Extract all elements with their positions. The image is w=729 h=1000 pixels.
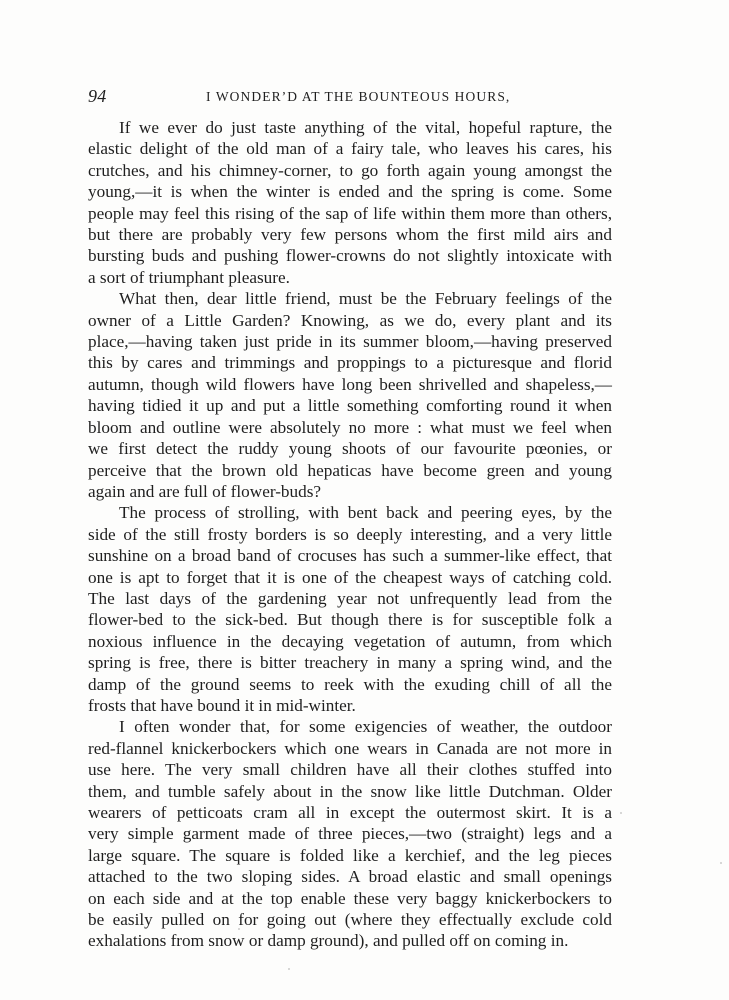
paragraph-line: red-flannel knickerbockers which one wears in Canada are not more in [88,738,612,758]
paragraph-line: be easily pulled on for going out (where they effectually exclude cold [88,910,612,930]
paragraph-line: frosts that have bound it in mid-winter. [88,695,356,715]
paragraph-line: I often wonder that, for some exigencies of weather, the outdoor [119,717,612,737]
paragraph-line: use here. The very small children have all their clothes stuffed into [88,760,612,780]
paragraph-line: exhalations from snow or damp ground), and pulled off on coming in. [88,931,569,951]
paragraph-4 [88,716,612,951]
paragraph-line: bloom and outline were absolutely no more : what must we feel when [88,417,612,437]
paragraph-line: owner of a Little Garden? Knowing, as we do, every plant and its [88,310,612,330]
paragraph-line: but there are probably very few persons whom the first mild airs and [88,225,612,245]
paragraph-line: If we ever do just taste anything of the vital, hopeful rapture, the [119,118,612,137]
paper-speck [720,862,722,864]
paragraph-line: autumn, though wild flowers have long been shrivelled and shapeless,— [88,374,612,394]
paragraph-line: elastic delight of the old man of a fairy tale, who leaves his cares, his [88,139,612,159]
paragraph-line: place,—having taken just pride in its summer bloom,—having preserved [88,332,612,352]
paragraph-line: attached to the two sloping sides. A broad elastic and small openings [88,867,612,887]
paragraph-line: perceive that the brown old hepaticas have become green and young [88,460,612,480]
running-title: I WONDER’D AT THE BOUNTEOUS HOURS, [206,89,511,104]
paragraph-line: wearers of petticoats cram all in except the outermost skirt. It is a [88,803,612,822]
body-text [88,117,612,952]
paragraph-line: one is apt to forget that it is one of the cheapest ways of catching cold. [88,567,612,587]
paragraph-line: What then, dear little friend, must be the February feelings of the [119,289,612,309]
paragraph-line: noxious influence in the decaying vegetation of autumn, from which [88,631,612,651]
paragraph-line: damp of the ground seems to reek with the exuding chill of all the [88,674,612,694]
paragraph-line: crutches, and his chimney-corner, to go forth again young amongst the [88,160,612,180]
paper-speck [288,968,290,970]
paragraph-1 [88,117,612,288]
paragraph-line: bursting buds and pushing flower-crowns do not slightly intoxicate with [88,246,612,266]
paragraph-line: sunshine on a broad band of crocuses has such a summer-like effect, that [88,546,612,566]
paragraph-line: on each side and at the top enable these very baggy knickerbockers to [88,888,612,908]
paragraph-line: them, and tumble safely about in the snow like little Dutchman. Older [88,781,612,801]
paragraph-line: side of the still frosty borders is so deeply interesting, and a very little [88,524,612,544]
running-head [88,86,610,110]
paragraph-line: this by cares and trimmings and proppings to a picturesque and florid [88,353,612,373]
paragraph-2 [88,288,612,502]
paragraph-line: we first detect the ruddy young shoots of our favourite pœonies, or [88,439,612,459]
paragraph-line: spring is free, there is bitter treachery in many a spring wind, and the [88,653,612,673]
paragraph-line: The process of strolling, with bent back and peering eyes, by the [119,503,612,523]
paragraph-line: having tidied it up and put a little something comforting round it when [88,396,612,416]
paragraph-line: a sort of triumphant pleasure. [88,267,290,287]
paragraph-line: The last days of the gardening year not unfrequently lead from the [88,588,612,608]
paragraph-line: flower-bed to the sick-bed. But though there is for susceptible folk a [88,610,612,630]
paragraph-line: very simple garment made of three pieces,—two (straight) legs and a [88,824,612,844]
page-number: 94 [88,86,107,106]
paragraph-line: young,—it is when the winter is ended and the spring is come. Some [88,182,612,202]
paragraph-line: again and are full of flower-buds? [88,481,322,501]
paragraph-line: large square. The square is folded like a kerchief, and the leg pieces [88,845,612,865]
paragraph-line: people may feel this rising of the sap of life within them more than others, [88,203,612,223]
paper-speck [620,812,622,814]
paragraph-3 [88,502,612,716]
